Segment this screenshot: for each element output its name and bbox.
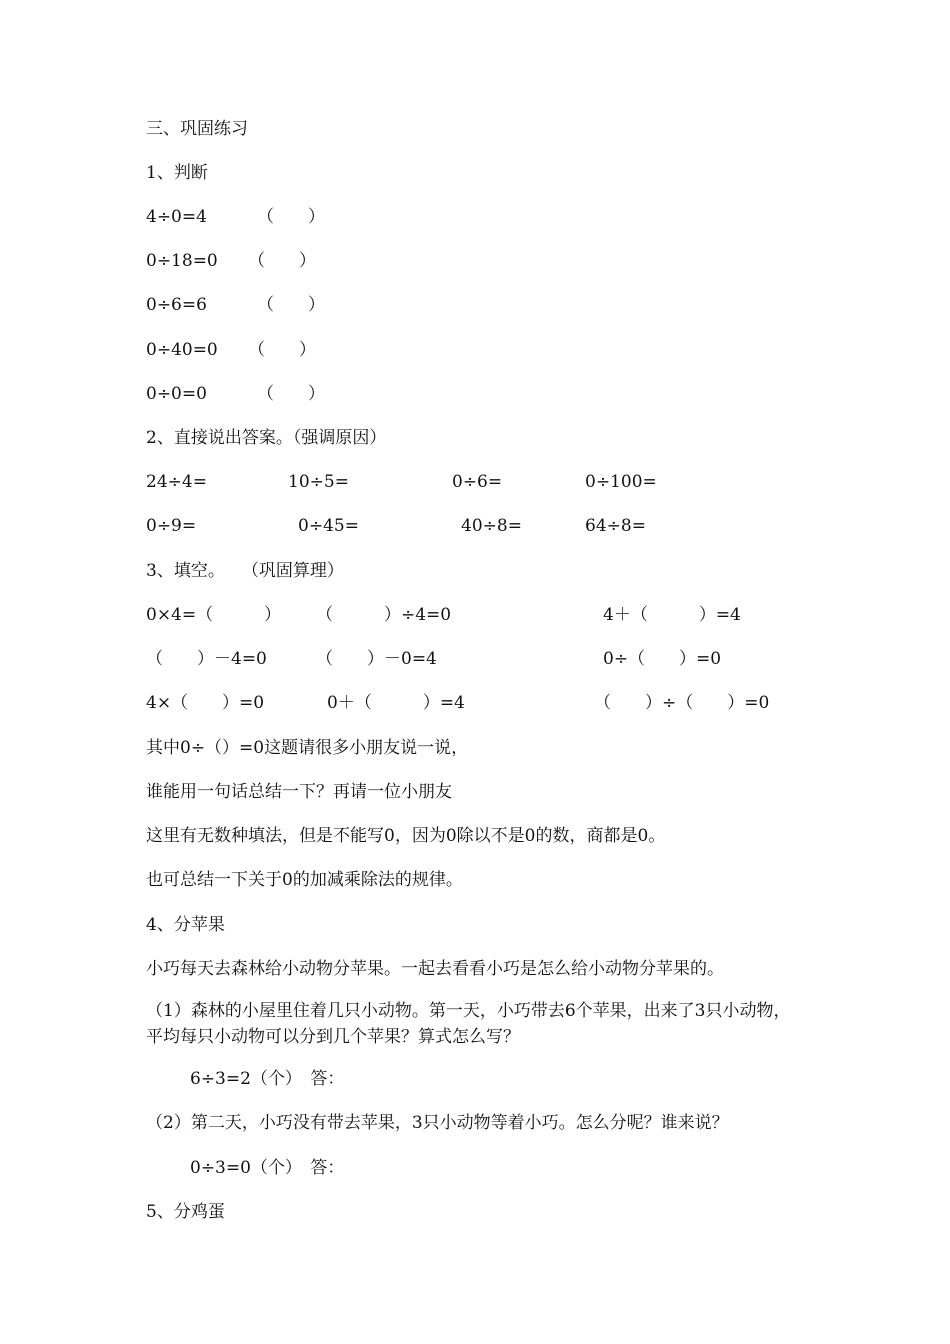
q3-cell: 0＋（ ）=4 xyxy=(327,693,465,713)
q2-cell: 10÷5= xyxy=(288,472,349,492)
q4-problem-2: （2）第二天，小巧没有带去苹果，3只小动物等着小巧。怎么分呢？谁来说？ xyxy=(146,1113,729,1133)
q2-cell: 0÷9= xyxy=(146,516,197,536)
q1-item-blank: （ ） xyxy=(257,384,325,404)
q1-item-expr: 0÷0=0 xyxy=(146,384,207,404)
q4-answer-1: 6÷3=2（个） 答： xyxy=(190,1069,345,1089)
q2-cell: 24÷4= xyxy=(146,472,207,492)
q1-item-blank: （ ） xyxy=(248,251,316,271)
note-paragraph: 其中0÷（）=0这题请很多小朋友说一说， xyxy=(146,738,469,758)
q3-cell: 0÷（ ）=0 xyxy=(603,649,722,669)
q5-title: 5、分鸡蛋 xyxy=(146,1202,225,1222)
note-paragraph: 谁能用一句话总结一下？再请一位小朋友 xyxy=(146,782,452,802)
q3-cell: 0×4=（ ） xyxy=(146,605,282,625)
q3-cell: 4＋（ ）=4 xyxy=(603,605,741,625)
q4-title: 4、分苹果 xyxy=(146,915,225,935)
q1-item-blank: （ ） xyxy=(248,340,316,360)
q3-title: 3、填空。 （巩固算理） xyxy=(146,561,344,581)
q2-cell: 0÷6= xyxy=(452,472,503,492)
q3-cell: （ ）－0=4 xyxy=(316,649,437,669)
q4-answer-2: 0÷3=0（个） 答： xyxy=(190,1158,345,1178)
q2-title: 2、直接说出答案。（强调原因） xyxy=(146,428,387,448)
q1-title: 1、判断 xyxy=(146,163,208,183)
q1-item-expr: 0÷40=0 xyxy=(146,340,218,360)
q2-cell: 0÷45= xyxy=(298,516,359,536)
note-paragraph: 这里有无数种填法，但是不能写0，因为0除以不是0的数，商都是0。 xyxy=(146,826,666,846)
q2-cell: 64÷8= xyxy=(585,516,646,536)
q3-cell: （ ）÷（ ）=0 xyxy=(594,693,770,713)
q1-item-blank: （ ） xyxy=(257,295,325,315)
q1-item-blank: （ ） xyxy=(257,207,325,227)
q4-intro: 小巧每天去森林给小动物分苹果。一起去看看小巧是怎么给小动物分苹果的。 xyxy=(146,959,724,979)
q1-item-expr: 4÷0=4 xyxy=(146,207,207,227)
q2-cell: 0÷100= xyxy=(585,472,657,492)
q1-item-expr: 0÷6=6 xyxy=(146,295,207,315)
q3-cell: 4×（ ）=0 xyxy=(146,693,265,713)
section-heading: 三、巩固练习 xyxy=(146,119,248,139)
note-paragraph: 也可总结一下关于0的加减乘除法的规律。 xyxy=(146,870,463,890)
q4-problem-1: （1）森林的小屋里住着几只小动物。第一天，小巧带去6个苹果，出来了3只小动物，平均每只小动物可以分到几个苹果？算式怎么写？ xyxy=(146,1001,791,1047)
q2-cell: 40÷8= xyxy=(461,516,522,536)
q3-cell: （ ）÷4=0 xyxy=(316,605,452,625)
q3-cell: （ ）－4=0 xyxy=(146,649,267,669)
q1-item-expr: 0÷18=0 xyxy=(146,251,218,271)
